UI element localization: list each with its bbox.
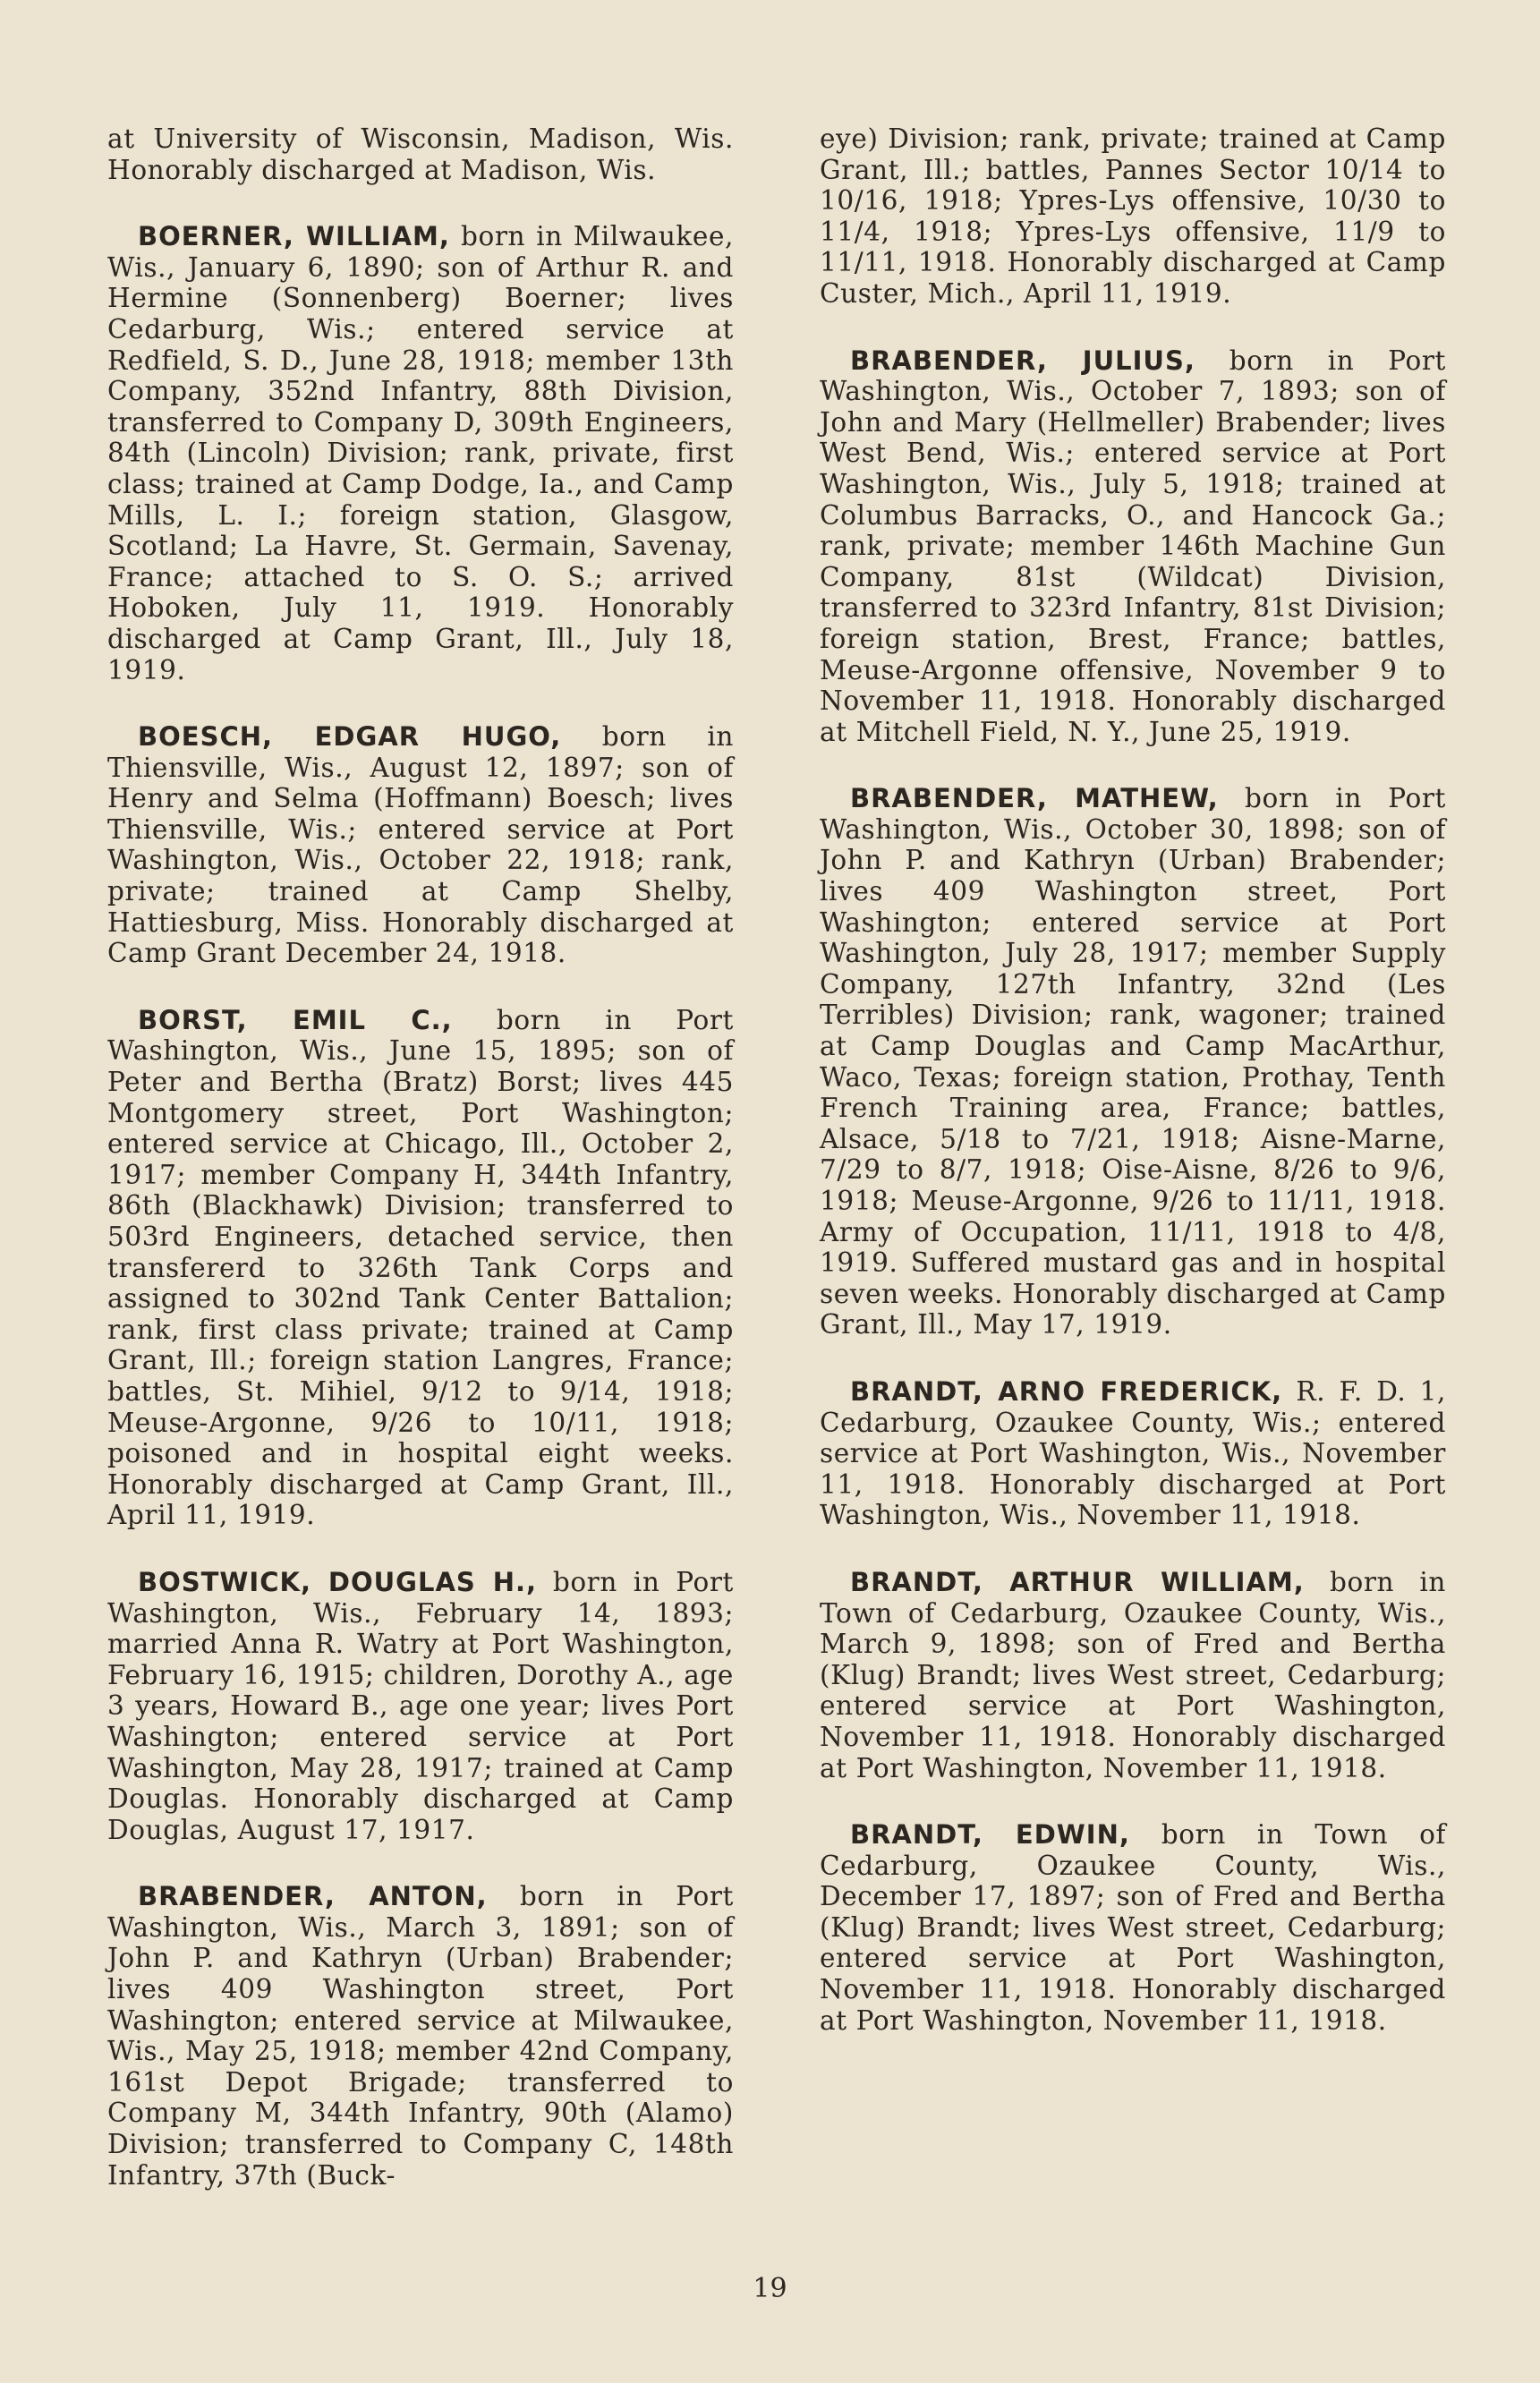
entry-name: BRABENDER, MATHEW,	[850, 783, 1219, 814]
page-number: 19	[753, 2273, 787, 2304]
entry-text: born in Town of Cedarburg, Ozaukee County, Wis., March 9, 1898; son of Fred and Bertha (Klug) Brandt; lives West street, Cedarburg; entered service at Port Washington, November 11, 1918. Honorably discharged at Port Washington, November 11, 1918.	[820, 1566, 1446, 1783]
entry-brabender-mathew	[820, 783, 1446, 1340]
entry-text: born in Port Washington, Wis., June 15, 1895; son of Peter and Bertha (Bratz) Borst; lives 445 Montgomery street, Port Washington; entered service at Chicago, Ill., October 2, 1917; member Company H, 344th Infantry, 86th (Blackhawk) Division; transferred to 503rd Engineers, detached service, then transfererd to 326th Tank Corps and assigned to 302nd Tank Center Battalion; rank, first class private; trained at Camp Grant, Ill.; foreign station Langres, France; battles, St. Mihiel, 9/12 to 9/14, 1918; Meuse-Argonne, 9/26 to 10/11, 1918; poisoned and in hospital eight weeks. Honorably discharged at Camp Grant, Ill., April 11, 1919.	[107, 1004, 734, 1531]
entry-name: BOESCH, EDGAR HUGO,	[138, 721, 562, 753]
entry-continuation	[820, 123, 1446, 310]
entry-boesch-edgar-hugo	[107, 721, 734, 969]
entry-text: born in Milwaukee, Wis., January 6, 1890; son of Arthur R. and Hermine (Sonnenberg) Boerner; lives Cedarburg, Wis.; entered service at Redfield, S. D., June 28, 1918; member 13th Company, 352nd Infantry, 88th Division, transferred to Company D, 309th Engineers, 84th (Lincoln) Division; rank, private, first class; trained at Camp Dodge, Ia., and Camp Mills, L. I.; foreign station, Glasgow, Scotland; La Havre, St. Germain, Savenay, France; attached to S. O. S.; arrived Hoboken, July 11, 1919. Honorably discharged at Camp Grant, Ill., July 18, 1919.	[107, 221, 734, 685]
entry-name: BRABENDER, ANTON,	[138, 1881, 488, 1912]
entry-text: born in Port Washington, Wis., October 7, 1893; son of John and Mary (Hellmeller) Brabender; lives West Bend, Wis.; entered service at Port Washington, Wis., July 5, 1918; trained at Columbus Barracks, O., and Hancock Ga.; rank, private; member 146th Machine Gun Company, 81st (Wildcat) Division, transferred to 323rd Infantry, 81st Division; foreign station, Brest, France; battles, Meuse-Argonne offensive, November 9 to November 11, 1918. Honorably discharged at Mitchell Field, N. Y., June 25, 1919.	[820, 345, 1446, 747]
entry-text: born in Port Washington, Wis., February 14, 1893; married Anna R. Watry at Port Washington, February 16, 1915; children, Dorothy A., age 3 years, Howard B., age one year; lives Port Washington; entered service at Port Washington, May 28, 1917; trained at Camp Douglas. Honorably discharged at Camp Douglas, August 17, 1917.	[107, 1566, 735, 1845]
entry-continuation	[107, 123, 734, 185]
entry-name: BRANDT, ARNO FREDERICK,	[850, 1375, 1283, 1407]
entry-name: BRANDT, EDWIN,	[850, 1819, 1130, 1851]
entry-text: eye) Division; rank, private; trained at Camp Grant, Ill.; battles, Pannes Sector 10/14 to 10/16, 1918; Ypres-Lys offensive, 10/30 to 11/4, 1918; Ypres-Lys offensive, 11/9 to 11/11, 1918. Honorably discharged at Camp Custer, Mich., April 11, 1919.	[820, 123, 1446, 309]
left-column	[107, 123, 734, 2226]
entry-brandt-arno-frederick	[820, 1376, 1446, 1531]
entry-text: born in Town of Cedarburg, Ozaukee County, Wis., December 17, 1897; son of Fred and Bertha (Klug) Brandt; lives West street, Cedarburg; entered service at Port Washington, November 11, 1918. Honorably discharged at Port Washington, November 11, 1918.	[820, 1819, 1446, 2036]
entry-name: BORST, EMIL C.,	[138, 1004, 453, 1035]
entry-name: BRANDT, ARTHUR WILLIAM,	[850, 1566, 1305, 1597]
entry-bostwick-douglas	[107, 1567, 734, 1845]
entry-name: BOSTWICK, DOUGLAS H.,	[138, 1566, 538, 1597]
entry-name: BRABENDER, JULIUS,	[850, 345, 1195, 376]
entry-brabender-anton	[107, 1881, 734, 2191]
entry-brandt-arthur-william	[820, 1567, 1446, 1783]
entry-text: born in Port Washington, Wis., March 3, 1891; son of John P. and Kathryn (Urban) Brabender; lives 409 Washington street, Port Washington; entered service at Milwaukee, Wis., May 25, 1918; member 42nd Company, 161st Depot Brigade; transferred to Company M, 344th Infantry, 90th (Alamo) Division; transferred to Company C, 148th Infantry, 37th (Buck-	[107, 1881, 734, 2191]
entry-brandt-edwin	[820, 1819, 1446, 2036]
entry-text: born in Thiensville, Wis., August 12, 1897; son of Henry and Selma (Hoffmann) Boesch; lives Thiensville, Wis.; entered service at Port Washington, Wis., October 22, 1918; rank, private; trained at Camp Shelby, Hattiesburg, Miss. Honorably discharged at Camp Grant December 24, 1918.	[107, 721, 734, 969]
entry-borst-emil	[107, 1005, 734, 1531]
entry-brabender-julius	[820, 345, 1446, 748]
entry-text: at University of Wisconsin, Madison, Wis. Honorably discharged at Madison, Wis.	[107, 123, 734, 185]
entry-text: R. F. D. 1, Cedarburg, Ozaukee County, Wis.; entered service at Port Washington, Wis., November 11, 1918. Honorably discharged at Port Washington, Wis., November 11, 1918.	[820, 1375, 1446, 1531]
entry-name: BOERNER, WILLIAM,	[138, 221, 450, 252]
entry-boerner-william	[107, 221, 734, 685]
right-column	[820, 123, 1446, 2072]
entry-text: born in Port Washington, Wis., October 30, 1898; son of John P. and Kathryn (Urban) Brabender; lives 409 Washington street, Port Washington; entered service at Port Washington, July 28, 1917; member Supply Company, 127th Infantry, 32nd (Les Terribles) Division; rank, wagoner; trained at Camp Douglas and Camp MacArthur, Waco, Texas; foreign station, Prothay, Tenth French Training area, France; battles, Alsace, 5/18 to 7/21, 1918; Aisne-Marne, 7/29 to 8/7, 1918; Oise-Aisne, 8/26 to 9/6, 1918; Meuse-Argonne, 9/26 to 11/11, 1918. Army of Occupation, 11/11, 1918 to 4/8, 1919. Suffered mustard gas and in hospital seven weeks. Honorably discharged at Camp Grant, Ill., May 17, 1919.	[820, 783, 1447, 1340]
